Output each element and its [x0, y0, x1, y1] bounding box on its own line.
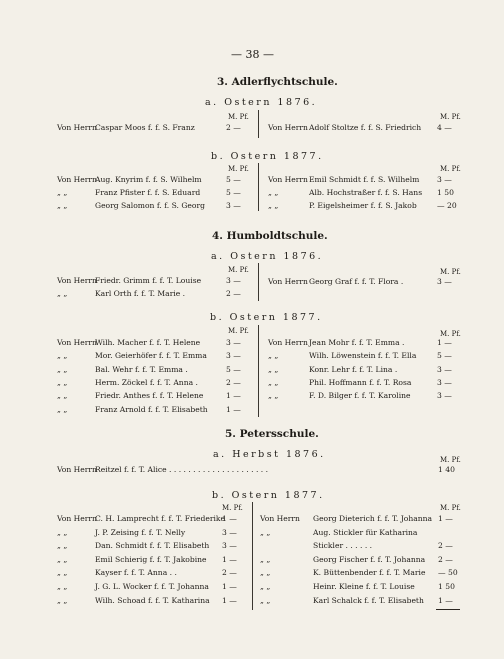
donation-amount: 2 —: [226, 377, 241, 387]
section-3a-heading: a. Ostern 1876.: [205, 97, 318, 108]
donor-prefix: „ „: [57, 201, 68, 210]
donor-prefix: „ „: [57, 595, 68, 605]
donor-prefix: „ „: [260, 527, 271, 537]
donation-amount: 2 —: [438, 554, 453, 564]
donor-name: Wilh. Löwenstein f. f. T. Ella: [309, 351, 417, 361]
donor-prefix: Von Herrn: [268, 277, 308, 286]
donor-name: Aug. Stickler für Katharina: [313, 527, 418, 537]
col-header-4b-right: M. Pf.: [440, 330, 461, 338]
donor-prefix: „ „: [57, 527, 68, 537]
donor-name: Emil Schierig f. f. T. Jakobine: [95, 554, 207, 564]
donation-amount: 2 —: [226, 123, 241, 132]
donation-amount: 3 —: [437, 377, 452, 387]
donor-prefix: „ „: [57, 391, 68, 401]
section-3-title: 3. Adlerflychtschule.: [217, 76, 338, 88]
donor-prefix: „ „: [57, 582, 68, 591]
donor-prefix: „ „: [57, 568, 68, 578]
donor-name: F. D. Bilger f. f. T. Karoline: [309, 391, 411, 401]
donor-name: Reitzel f. f. T. Alice . . . . . . . . . . . . . . . . . . . . .: [95, 465, 269, 474]
donor-name: Alb. Hochstraßer f. f. S. Hans: [309, 188, 423, 197]
donor-prefix: Von Herrn: [57, 276, 97, 285]
donation-amount: 2 —: [438, 541, 453, 551]
col-header-3b-right: M. Pf.: [440, 165, 461, 173]
donor-name: Georg Dieterich f. f. T. Johanna: [313, 514, 433, 523]
donor-name: Bal. Wehr f. f. T. Emma .: [95, 364, 188, 374]
column-divider: [258, 263, 259, 301]
donation-amount: 1 —: [222, 514, 237, 523]
donor-name: Caspar Moos f. f. S. Franz: [95, 123, 195, 132]
donor-prefix: „ „: [57, 554, 68, 564]
section-3b-heading: b. Ostern 1877.: [211, 151, 324, 162]
donor-name: Franz Arnold f. f. T. Elisabeth: [95, 404, 208, 414]
donation-amount: 5 —: [226, 364, 241, 374]
donor-prefix: „ „: [57, 364, 68, 374]
donor-prefix: „ „: [57, 404, 68, 414]
donor-prefix: Von Herrn: [268, 338, 308, 347]
donor-name: K. Büttenbender f. f. T. Marie: [313, 568, 426, 578]
section-4-title: 4. Humboldtschule.: [212, 230, 328, 242]
col-header-5a: M. Pf.: [440, 456, 461, 464]
donor-prefix: Von Herrn: [268, 175, 308, 184]
donation-amount: 3 —: [437, 175, 452, 184]
donation-amount: 3 —: [226, 276, 241, 285]
donation-amount: — 50: [438, 568, 458, 578]
donor-name: J. G. L. Wocker f. f. T. Johanna: [95, 582, 209, 591]
donation-amount: 1 —: [226, 391, 241, 401]
column-divider: [258, 163, 259, 211]
donor-name: Adolf Stoltze f. f. S. Friedrich: [309, 123, 422, 132]
col-header-5b-right: M. Pf.: [440, 504, 461, 512]
donor-name: Konr. Lehr f. f. T. Lina .: [309, 364, 398, 374]
col-header-3b-left: M. Pf.: [228, 165, 249, 173]
donation-amount: 1 —: [438, 514, 453, 523]
donor-prefix: „ „: [268, 391, 279, 401]
section-5a-heading: a. Herbst 1876.: [213, 449, 326, 460]
donor-prefix: „ „: [57, 377, 68, 387]
page-number: — 38 —: [231, 48, 274, 61]
donor-prefix: Von Herrn: [268, 123, 308, 132]
column-divider: [258, 325, 259, 417]
donation-amount: 3 —: [226, 201, 241, 210]
col-header-3a-right: M. Pf.: [440, 113, 461, 121]
donor-name: Phil. Hoffmann f. f. T. Rosa: [309, 377, 412, 387]
column-divider: [258, 110, 259, 138]
column-divider: [252, 502, 253, 610]
donation-amount: 5 —: [437, 351, 452, 361]
donation-amount: 1 50: [437, 188, 454, 197]
donor-prefix: Von Herrn: [57, 175, 97, 184]
donation-amount: — 20: [437, 201, 457, 210]
donation-amount: 1 —: [222, 554, 237, 564]
donor-name: Kayser f. f. T. Anna . .: [95, 568, 177, 578]
donor-name: Heinr. Kleine f. f. T. Louise: [313, 582, 415, 591]
donor-name: P. Eigelsheimer f. f. S. Jakob: [309, 201, 417, 210]
donor-prefix: „ „: [57, 289, 68, 298]
donor-prefix: Von Herrn: [57, 514, 97, 523]
donation-amount: 3 —: [437, 277, 452, 286]
donor-prefix: „ „: [268, 377, 279, 387]
total-rule: [436, 609, 460, 610]
donor-prefix: Von Herrn: [260, 514, 300, 523]
donor-prefix: Von Herrn: [57, 465, 97, 474]
col-header-4a-right: M. Pf.: [440, 268, 461, 276]
donor-name: Dan. Schmidt f. f. T. Elisabeth: [95, 541, 210, 551]
donor-prefix: „ „: [268, 188, 279, 197]
donation-amount: 1 50: [438, 582, 455, 591]
donation-amount: 3 —: [226, 338, 241, 347]
donation-amount: 3 —: [222, 541, 237, 551]
donor-prefix: „ „: [268, 364, 279, 374]
donor-name: Herm. Zöckel f. f. T. Anna .: [95, 377, 198, 387]
donation-amount: 2 —: [222, 568, 237, 578]
donor-name: Friedr. Grimm f. f. T. Louise: [95, 276, 202, 285]
donor-name: Wilh. Macher f. f. T. Helene: [95, 338, 201, 347]
donation-amount: 3 —: [222, 527, 237, 537]
donation-amount: 5 —: [226, 188, 241, 197]
donor-prefix: „ „: [268, 201, 279, 210]
donation-amount: 1 —: [437, 338, 452, 347]
donor-name: Stickler . . . . . .: [313, 541, 373, 551]
donor-prefix: „ „: [260, 554, 271, 564]
donation-amount: 5 —: [226, 175, 241, 184]
section-5b-heading: b. Ostern 1877.: [212, 490, 325, 501]
donor-name: Jean Mohr f. f. T. Emma .: [309, 338, 405, 347]
donor-prefix: „ „: [57, 351, 68, 361]
donation-amount: 3 —: [437, 364, 452, 374]
col-header-5b-left: M. Pf.: [222, 504, 243, 512]
donor-name: Wilh. Schoad f. f. T. Katharina: [95, 595, 210, 605]
donor-name: Karl Orth f. f. T. Marie .: [95, 289, 186, 298]
donor-prefix: „ „: [260, 568, 271, 578]
donor-prefix: „ „: [57, 541, 68, 551]
donor-prefix: Von Herrn: [57, 123, 97, 132]
donation-amount: 1 —: [438, 595, 453, 605]
section-4b-heading: b. Ostern 1877.: [210, 312, 323, 323]
col-header-4b-left: M. Pf.: [228, 327, 249, 335]
donation-amount: 1 40: [438, 465, 455, 474]
donor-name: J. P. Zeising f. f. T. Nelly: [95, 527, 186, 537]
donor-name: Emil Schmidt f. f. S. Wilhelm: [309, 175, 420, 184]
donation-amount: 1 —: [222, 595, 237, 605]
donor-prefix: Von Herrn: [57, 338, 97, 347]
donor-name: Georg Salomon f. f. S. Georg: [95, 201, 205, 210]
donor-name: Mor. Geierhöfer f. f. T. Emma: [95, 351, 207, 361]
section-4a-heading: a. Ostern 1876.: [211, 251, 324, 262]
donor-prefix: „ „: [57, 188, 68, 197]
donor-name: Karl Schalck f. f. T. Elisabeth: [313, 595, 424, 605]
col-header-3a-left: M. Pf.: [228, 113, 249, 121]
donor-prefix: „ „: [260, 595, 271, 605]
donor-prefix: „ „: [260, 582, 271, 591]
donation-amount: 2 —: [226, 289, 241, 298]
col-header-4a-left: M. Pf.: [228, 266, 249, 274]
donor-name: Georg Fischer f. f. T. Johanna: [313, 554, 426, 564]
donation-amount: 1 —: [226, 404, 241, 414]
donor-name: Aug. Knyrim f. f. S. Wilhelm: [95, 175, 202, 184]
section-5-title: 5. Petersschule.: [225, 428, 319, 440]
donation-amount: 1 —: [222, 582, 237, 591]
donation-amount: 3 —: [226, 351, 241, 361]
donation-amount: 3 —: [437, 391, 452, 401]
donor-name: Friedr. Anthes f. f. T. Helene: [95, 391, 204, 401]
donor-name: Georg Graf f. f. T. Flora .: [309, 277, 404, 286]
donor-name: Franz Pfister f. f. S. Eduard: [95, 188, 201, 197]
donation-amount: 4 —: [437, 123, 452, 132]
donor-prefix: „ „: [268, 351, 279, 361]
donor-name: C. H. Lamprecht f. f. T. Friederike: [95, 514, 226, 523]
